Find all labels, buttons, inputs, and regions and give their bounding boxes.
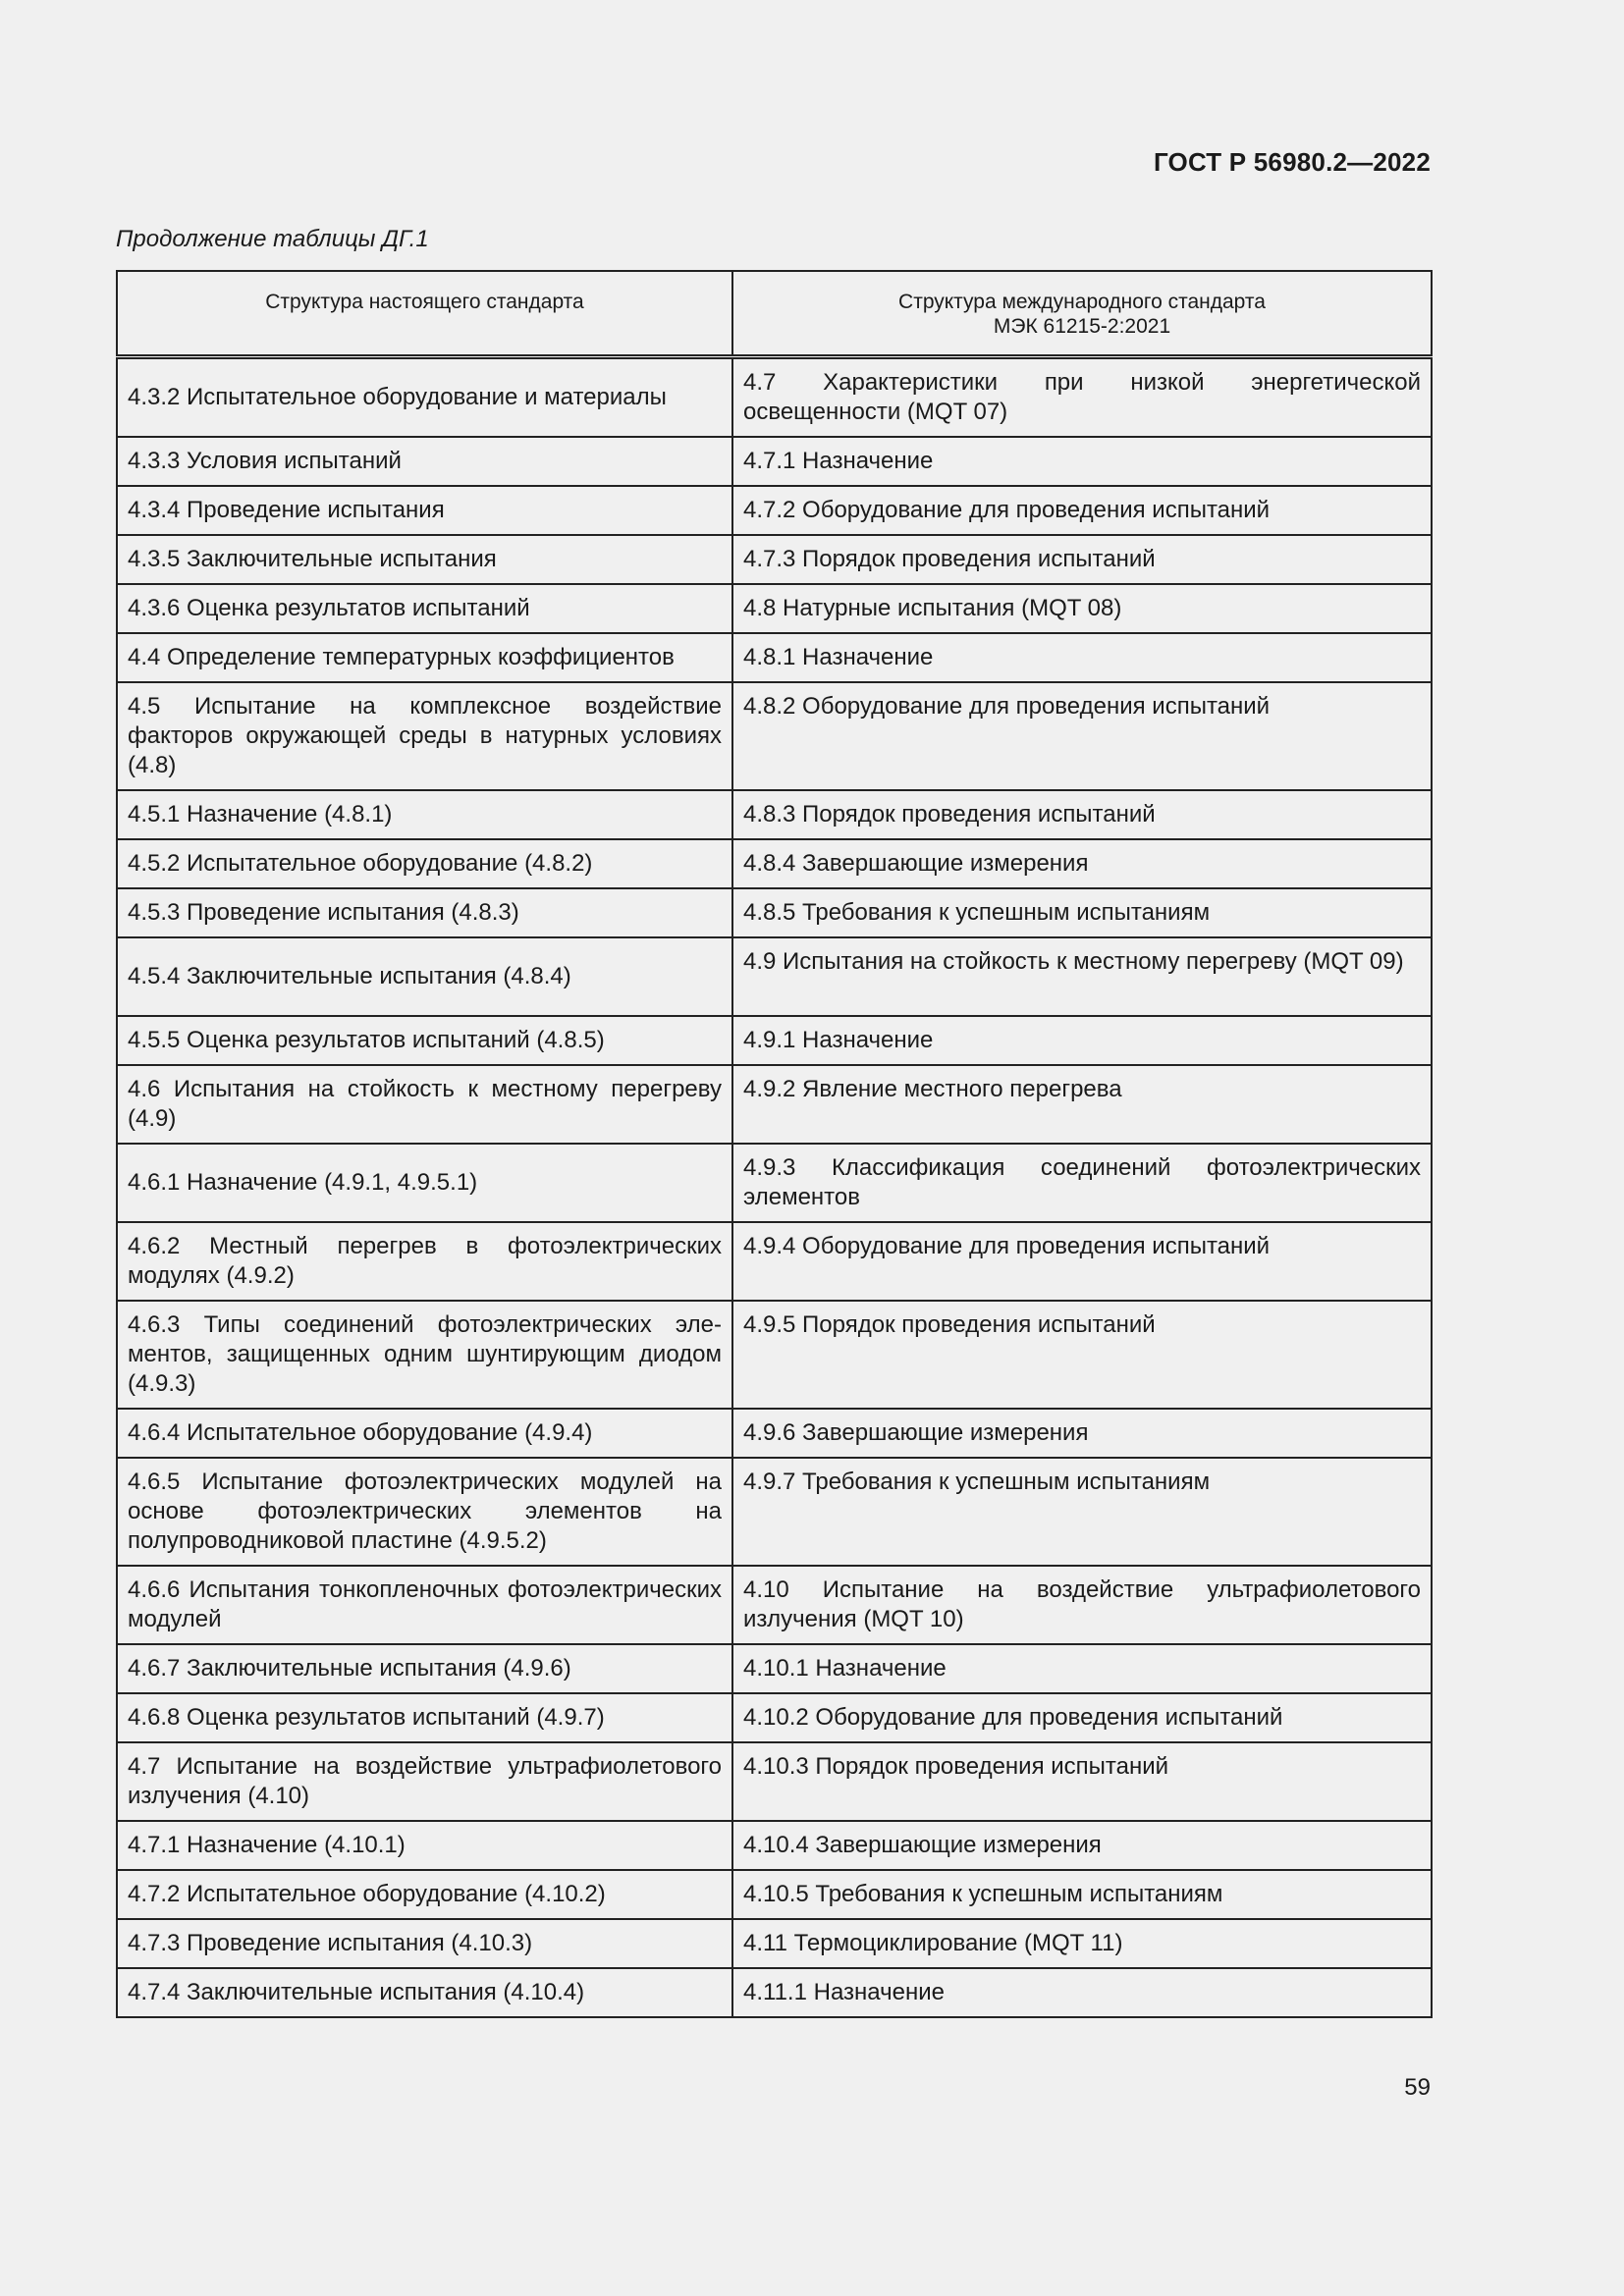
cell-current-standard: 4.5 Испытание на комплексное воздействие факторов окружающей среды в натурных условиях (4.8) bbox=[117, 682, 732, 790]
cell-international-standard: 4.9.1 Назначение bbox=[732, 1016, 1432, 1065]
table-row bbox=[117, 437, 1432, 486]
cell-current-standard: 4.5.2 Испытательное оборудование (4.8.2) bbox=[117, 839, 732, 888]
table-row bbox=[117, 937, 1432, 1016]
cell-current-standard: 4.6.5 Испытание фотоэлектрических модулей на основе фотоэлектрических элементов на полупроводниковой пластине (4.9.5.2) bbox=[117, 1458, 732, 1566]
table-row bbox=[117, 1870, 1432, 1919]
cell-international-standard: 4.10.5 Требования к успешным испытаниям bbox=[732, 1870, 1432, 1919]
cell-international-standard: 4.11.1 Назначение bbox=[732, 1968, 1432, 2017]
cell-international-standard: 4.8.1 Назначение bbox=[732, 633, 1432, 682]
table-body bbox=[117, 356, 1432, 2017]
cell-current-standard: 4.3.6 Оценка результатов испытаний bbox=[117, 584, 732, 633]
cell-current-standard: 4.7 Испытание на воздействие ультрафиолетового излучения (4.10) bbox=[117, 1742, 732, 1821]
table-caption: Продолжение таблицы ДГ.1 bbox=[116, 226, 429, 252]
cell-international-standard: 4.8.3 Порядок проведения испытаний bbox=[732, 790, 1432, 839]
cell-international-standard: 4.9.6 Завершающие измерения bbox=[732, 1409, 1432, 1458]
cell-international-standard: 4.8 Натурные испытания (MQT 08) bbox=[732, 584, 1432, 633]
cell-international-standard: 4.8.4 Завершающие измерения bbox=[732, 839, 1432, 888]
cell-current-standard: 4.3.5 Заключительные испытания bbox=[117, 535, 732, 584]
cell-international-standard: 4.10.1 Назначение bbox=[732, 1644, 1432, 1693]
cell-international-standard: 4.7.1 Назначение bbox=[732, 437, 1432, 486]
header-current-standard bbox=[117, 271, 732, 356]
cell-current-standard: 4.6.2 Местный перегрев в фотоэлектрических модулях (4.9.2) bbox=[117, 1222, 732, 1301]
cell-current-standard: 4.6.4 Испытательное оборудование (4.9.4) bbox=[117, 1409, 732, 1458]
table-row bbox=[117, 584, 1432, 633]
table-row bbox=[117, 790, 1432, 839]
table-row bbox=[117, 1821, 1432, 1870]
cell-international-standard: 4.9 Испытания на стойкость к местному перегреву (MQT 09) bbox=[732, 937, 1432, 1016]
table-row bbox=[117, 1144, 1432, 1222]
table-row bbox=[117, 356, 1432, 437]
cell-current-standard: 4.6.6 Испытания тонкопленочных фотоэлектрических модулей bbox=[117, 1566, 732, 1644]
table-row bbox=[117, 633, 1432, 682]
cell-international-standard: 4.9.7 Требования к успешным испытаниям bbox=[732, 1458, 1432, 1566]
cell-international-standard: 4.7 Характеристики при низкой энергетической освещенности (MQT 07) bbox=[732, 356, 1432, 437]
cell-current-standard: 4.4 Определение температурных коэффициентов bbox=[117, 633, 732, 682]
cell-international-standard: 4.10.2 Оборудование для проведения испытаний bbox=[732, 1693, 1432, 1742]
table-row bbox=[117, 1566, 1432, 1644]
cell-international-standard: 4.9.3 Классификация соединений фотоэлектрических элементов bbox=[732, 1144, 1432, 1222]
cell-international-standard: 4.9.5 Порядок проведения испытаний bbox=[732, 1301, 1432, 1409]
cell-international-standard: 4.9.2 Явление местного перегрева bbox=[732, 1065, 1432, 1144]
cell-international-standard: 4.8.5 Требования к успешным испытаниям bbox=[732, 888, 1432, 937]
cell-current-standard: 4.3.4 Проведение испытания bbox=[117, 486, 732, 535]
cell-international-standard: 4.7.3 Порядок проведения испытаний bbox=[732, 535, 1432, 584]
table-row bbox=[117, 682, 1432, 790]
table-header-row bbox=[117, 271, 1432, 356]
header-line: Структура настоящего стандарта bbox=[265, 291, 584, 313]
cell-current-standard: 4.5.3 Проведение испытания (4.8.3) bbox=[117, 888, 732, 937]
table-row bbox=[117, 1016, 1432, 1065]
cell-international-standard: 4.8.2 Оборудование для проведения испытаний bbox=[732, 682, 1432, 790]
cell-international-standard: 4.9.4 Оборудование для проведения испытаний bbox=[732, 1222, 1432, 1301]
cell-current-standard: 4.5.5 Оценка результатов испытаний (4.8.5) bbox=[117, 1016, 732, 1065]
cell-current-standard: 4.6.1 Назначение (4.9.1, 4.9.5.1) bbox=[117, 1144, 732, 1222]
cell-current-standard: 4.6 Испытания на стойкость к местному перегреву (4.9) bbox=[117, 1065, 732, 1144]
header-line: МЭК 61215-2:2021 bbox=[993, 315, 1171, 338]
table-row bbox=[117, 888, 1432, 937]
cell-current-standard: 4.6.8 Оценка результатов испытаний (4.9.7) bbox=[117, 1693, 732, 1742]
document-code: ГОСТ Р 56980.2—2022 bbox=[1153, 147, 1431, 177]
cell-current-standard: 4.7.1 Назначение (4.10.1) bbox=[117, 1821, 732, 1870]
cell-international-standard: 4.10 Испытание на воздействие ультрафиолетового излучения (MQT 10) bbox=[732, 1566, 1432, 1644]
table-row bbox=[117, 1065, 1432, 1144]
table-row bbox=[117, 1458, 1432, 1566]
cell-international-standard: 4.10.3 Порядок проведения испытаний bbox=[732, 1742, 1432, 1821]
cell-current-standard: 4.7.3 Проведение испытания (4.10.3) bbox=[117, 1919, 732, 1968]
cell-current-standard: 4.5.1 Назначение (4.8.1) bbox=[117, 790, 732, 839]
cell-current-standard: 4.3.2 Испытательное оборудование и материалы bbox=[117, 356, 732, 437]
header-line: Структура международного стандарта bbox=[898, 291, 1266, 313]
table-row bbox=[117, 1301, 1432, 1409]
cell-current-standard: 4.7.4 Заключительные испытания (4.10.4) bbox=[117, 1968, 732, 2017]
header-international-standard bbox=[732, 271, 1432, 356]
correspondence-table bbox=[116, 270, 1433, 2018]
cell-current-standard: 4.3.3 Условия испытаний bbox=[117, 437, 732, 486]
cell-current-standard: 4.5.4 Заключительные испытания (4.8.4) bbox=[117, 937, 732, 1016]
cell-current-standard: 4.6.7 Заключительные испытания (4.9.6) bbox=[117, 1644, 732, 1693]
table-row bbox=[117, 1409, 1432, 1458]
table-row bbox=[117, 839, 1432, 888]
table-row bbox=[117, 1919, 1432, 1968]
table-row bbox=[117, 1742, 1432, 1821]
table-row bbox=[117, 1968, 1432, 2017]
table-row bbox=[117, 535, 1432, 584]
table-row bbox=[117, 1644, 1432, 1693]
table-row bbox=[117, 486, 1432, 535]
page-number: 59 bbox=[1404, 2074, 1431, 2101]
cell-current-standard: 4.7.2 Испытательное оборудование (4.10.2) bbox=[117, 1870, 732, 1919]
cell-international-standard: 4.7.2 Оборудование для проведения испытаний bbox=[732, 486, 1432, 535]
cell-international-standard: 4.11 Термоциклирование (MQT 11) bbox=[732, 1919, 1432, 1968]
table-row bbox=[117, 1693, 1432, 1742]
cell-current-standard: 4.6.3 Типы соединений фотоэлектрических эле-ментов, защищенных одним шунтирующим диодом (4.9.3) bbox=[117, 1301, 732, 1409]
table-row bbox=[117, 1222, 1432, 1301]
cell-international-standard: 4.10.4 Завершающие измерения bbox=[732, 1821, 1432, 1870]
